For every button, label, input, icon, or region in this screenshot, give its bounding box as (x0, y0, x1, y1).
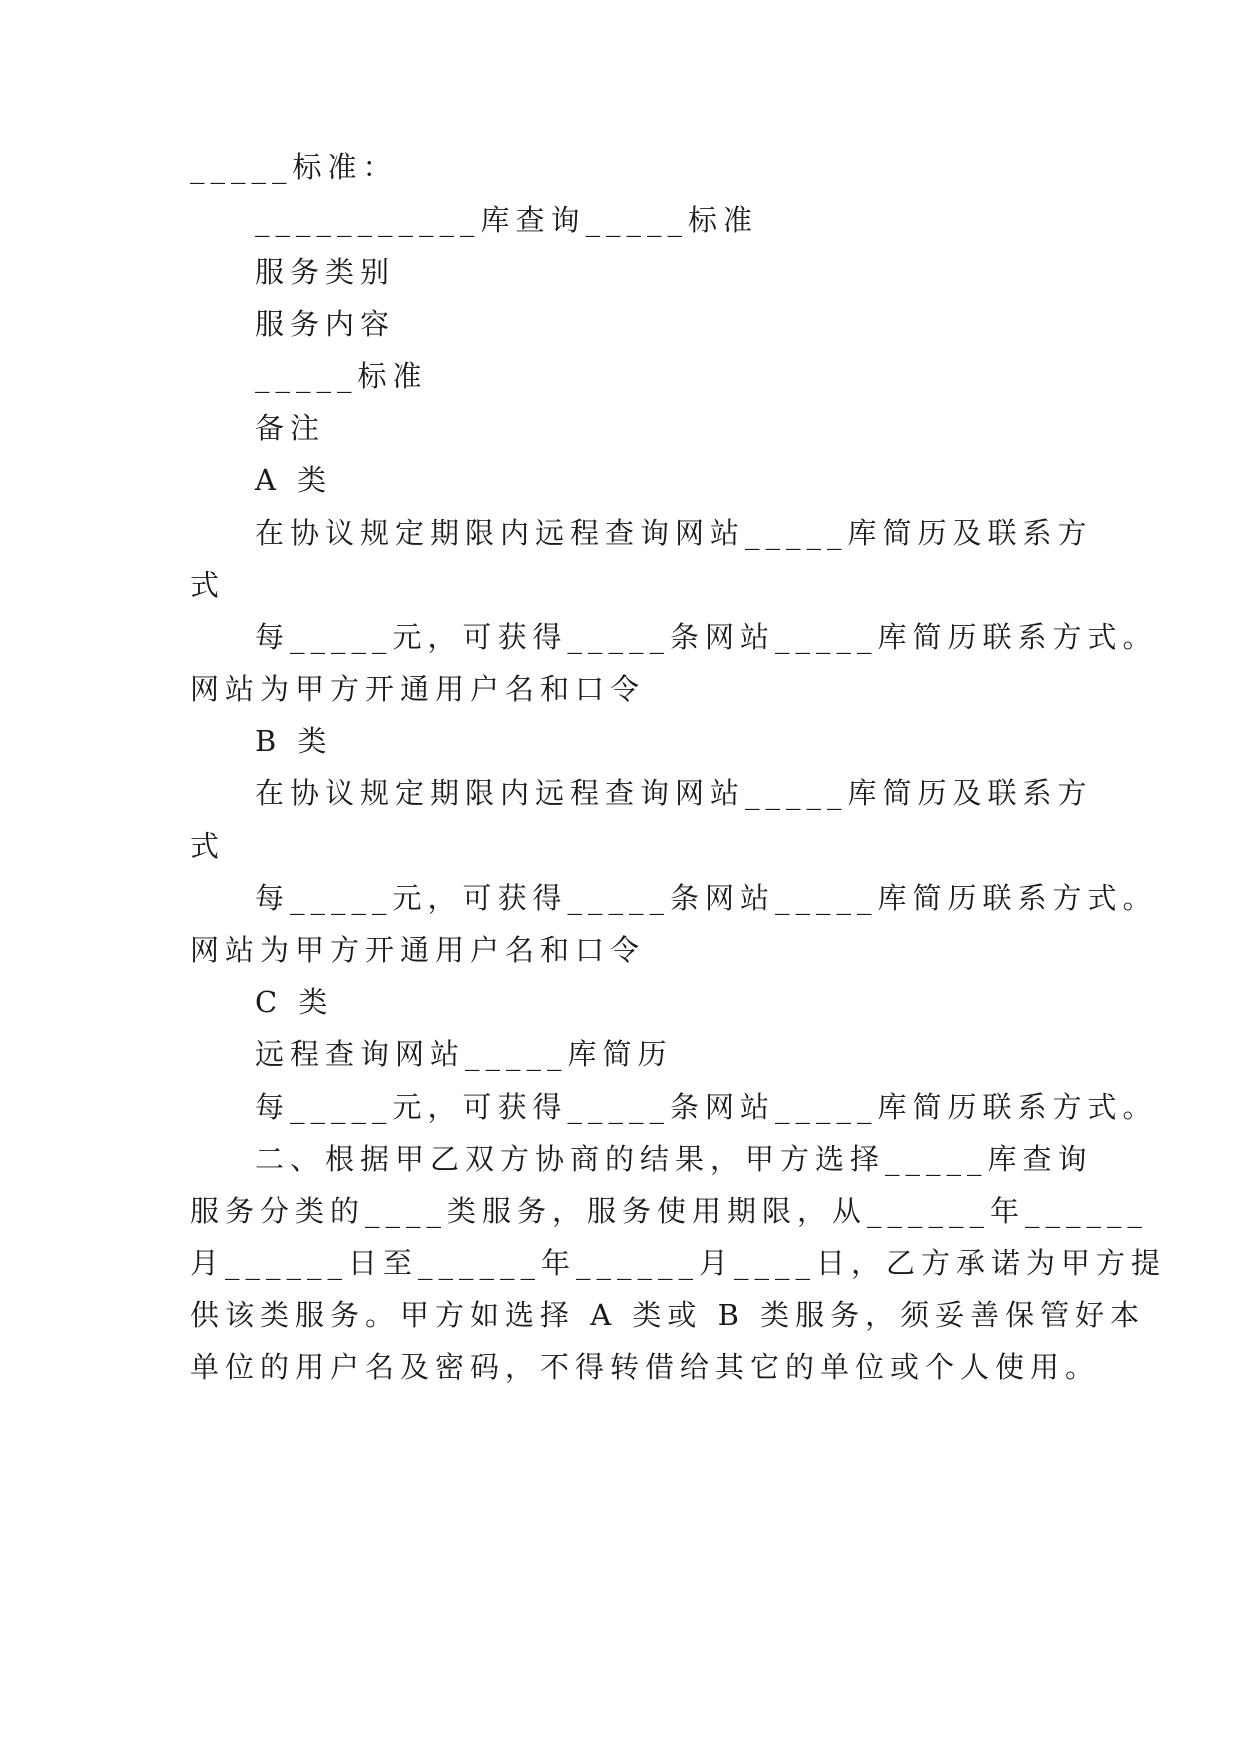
doc-line: 服务内容 (255, 307, 396, 341)
doc-line: 每_____元，可获得_____条网站_____库简历联系方式。 (255, 881, 1158, 915)
doc-line: 网站为甲方开通用户名和口令 (190, 672, 646, 706)
doc-line: 远程查询网站_____库简历 (255, 1037, 673, 1071)
doc-line: 二、根据甲乙双方协商的结果，甲方选择_____库查询 (255, 1142, 1093, 1176)
doc-line: 式 (190, 829, 226, 863)
doc-line: 式 (190, 568, 226, 602)
doc-line: C 类 (255, 985, 334, 1019)
doc-line: A 类 (255, 463, 333, 497)
doc-line: 单位的用户名及密码，不得转借给其它的单位或个人使用。 (190, 1350, 1101, 1384)
doc-line: 供该类服务。甲方如选择 A 类或 B 类服务，须妥善保管好本 (190, 1298, 1146, 1332)
doc-line: ___________库查询_____标准 (255, 203, 759, 237)
doc-line: 网站为甲方开通用户名和口令 (190, 933, 646, 967)
doc-line: 服务类别 (255, 255, 396, 289)
doc-line: B 类 (255, 724, 333, 758)
doc-line: 备注 (255, 411, 326, 445)
doc-line: 每_____元，可获得_____条网站_____库简历联系方式。 (255, 1090, 1158, 1124)
doc-line: 服务分类的____类服务，服务使用期限，从______年______ (190, 1194, 1149, 1228)
doc-line: 每_____元，可获得_____条网站_____库简历联系方式。 (255, 620, 1158, 654)
doc-line: _____标准： (190, 150, 398, 184)
doc-line: 在协议规定期限内远程查询网站_____库简历及联系方 (255, 516, 1093, 550)
doc-line: _____标准 (255, 359, 428, 393)
doc-line: 在协议规定期限内远程查询网站_____库简历及联系方 (255, 776, 1093, 810)
doc-line: 月______日至______年______月____日，乙方承诺为甲方提 (190, 1246, 1167, 1280)
